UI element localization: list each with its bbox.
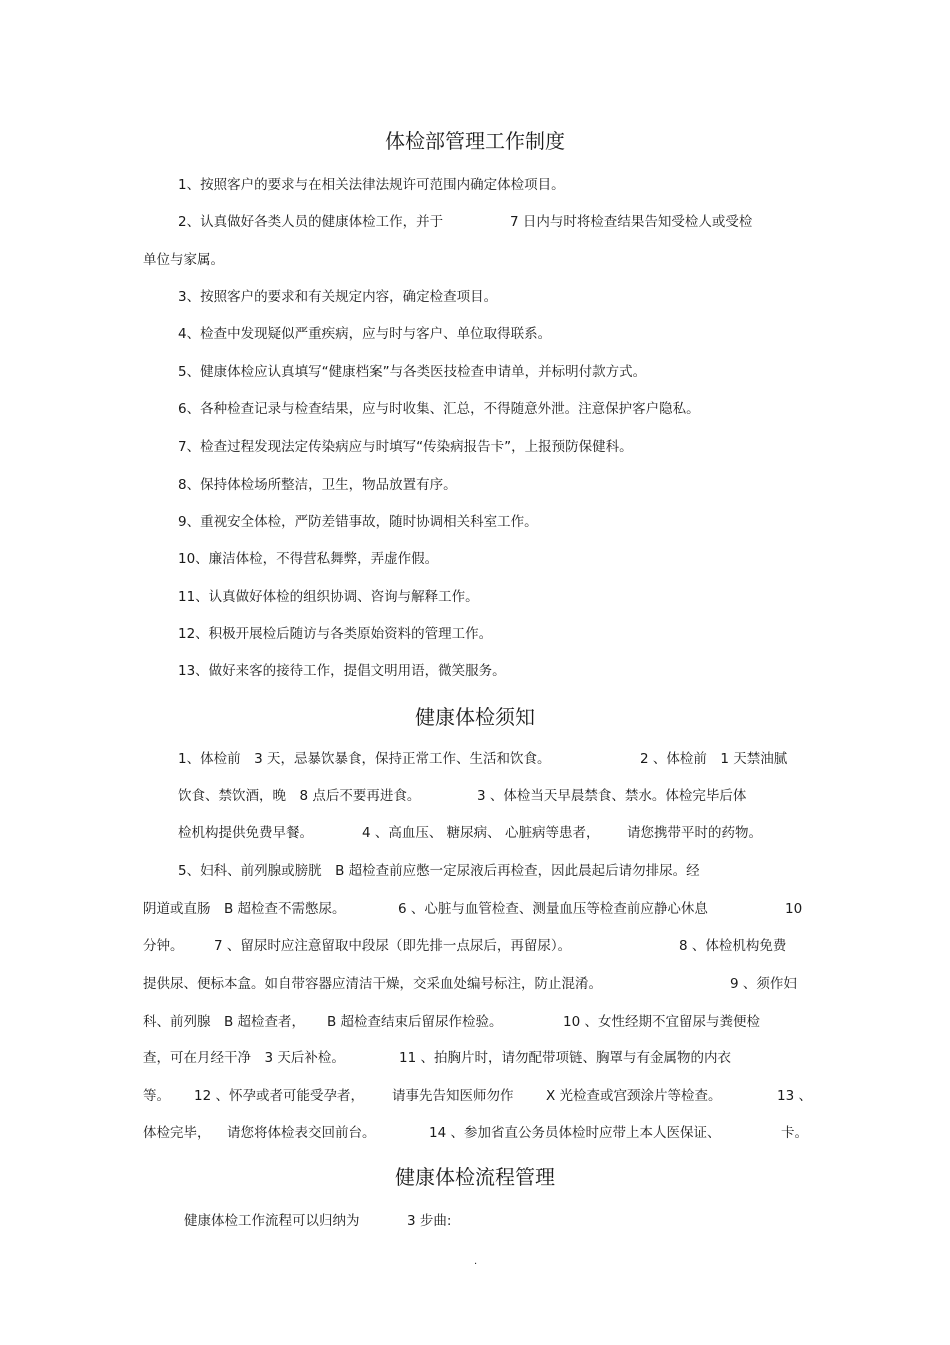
notice-segment: 科、前列腺 B 超检查者，: [143, 1014, 306, 1030]
rule-item-4: 4、检查中发现疑似严重疾病，应与时与客户、单位取得联系。: [178, 326, 552, 342]
section3-title: 健康体检流程管理: [395, 1165, 555, 1189]
notice-segment: 检机构提供免费早餐。: [178, 825, 313, 841]
notice-segment: 6 、心脏与血管检查、测量血压等检查前应静心休息: [398, 901, 708, 917]
rule-item-12: 12、积极开展检后随访与各类原始资料的管理工作。: [178, 626, 493, 642]
rule-item-13: 13、做好来客的接待工作，提倡文明用语，微笑服务。: [178, 663, 506, 679]
notice-segment: X 光检查或宫颈涂片等检查。: [546, 1088, 722, 1104]
notice-segment: 卡。: [781, 1125, 808, 1141]
notice-segment: 7 、留尿时应注意留取中段尿（即先排一点尿后，再留尿）。: [214, 938, 572, 954]
notice-segment: 3 、体检当天早晨禁食、禁水。体检完毕后体: [477, 788, 747, 804]
notice-segment: 10: [785, 901, 803, 917]
notice-segment: 请您携带平时的药物。: [627, 825, 762, 841]
notice-segment: 提供尿、便标本盒。如自带容器应清洁干燥，交采血处编号标注，防止混淆。: [143, 976, 602, 992]
notice-segment: B 超检查结束后留尿作检验。: [327, 1014, 503, 1030]
page-footer-mark: .: [474, 1256, 478, 1267]
notice-segment: 13 、: [777, 1088, 812, 1104]
notice-segment: 11 、拍胸片时，请勿配带项链、胸罩与有金属物的内衣: [399, 1050, 731, 1066]
rule-item-8: 8、保持体检场所整洁，卫生，物品放置有序。: [178, 477, 457, 493]
notice-segment: 12 、怀孕或者可能受孕者，: [194, 1088, 364, 1104]
notice-segment: 请您将体检表交回前台。: [227, 1125, 376, 1141]
flow-intro-text: 健康体检工作流程可以归纳为: [184, 1213, 360, 1229]
notice-segment: 4 、高血压、 糖尿病、 心脏病等患者，: [362, 825, 600, 841]
rule-item-6: 6、各种检查记录与检查结果，应与时收集、汇总，不得随意外泄。注意保护客户隐私。: [178, 401, 700, 417]
rule-item-2-part-b: 7 日内与时将检查结果告知受检人或受检: [510, 214, 753, 230]
rule-item-2-continuation: 单位与家属。: [143, 252, 224, 268]
rule-item-5: 5、健康体检应认真填写“健康档案”与各类医技检查申请单，并标明付款方式。: [178, 364, 647, 380]
section1-title: 体检部管理工作制度: [385, 129, 565, 153]
rule-item-9: 9、重视安全体检，严防差错事故，随时协调相关科室工作。: [178, 514, 538, 530]
notice-segment: 1、体检前 3 天，忌暴饮暴食，保持正常工作、生活和饮食。: [178, 751, 551, 767]
notice-segment: 饮食、禁饮酒，晚 8 点后不要再进食。: [178, 788, 421, 804]
notice-segment: 10 、女性经期不宜留尿与粪便检: [563, 1014, 760, 1030]
rule-item-11: 11、认真做好体检的组织协调、咨询与解释工作。: [178, 589, 479, 605]
notice-segment: 查，可在月经干净 3 天后补检。: [143, 1050, 345, 1066]
notice-segment: 请事先告知医师勿作: [392, 1088, 514, 1104]
notice-segment: 阴道或直肠 B 超检查不需憋尿。: [143, 901, 346, 917]
rule-item-2-part-a: 2、认真做好各类人员的健康体检工作，并于: [178, 214, 444, 230]
rule-item-1: 1、按照客户的要求与在相关法律法规许可范围内确定体检项目。: [178, 177, 565, 193]
notice-segment: 5、妇科、前列腺或膀胱 B 超检查前应憋一定尿液后再检查，因此晨起后请勿排尿。经: [178, 863, 700, 879]
rule-item-7: 7、检查过程发现法定传染病应与时填写“传染病报告卡”，上报预防保健科。: [178, 439, 633, 455]
rule-item-10: 10、廉洁体检，不得营私舞弊，弄虚作假。: [178, 551, 439, 567]
rule-item-3: 3、按照客户的要求和有关规定内容，确定检查项目。: [178, 289, 498, 305]
notice-segment: 分钟。: [143, 938, 184, 954]
notice-segment: 等。: [143, 1088, 170, 1104]
notice-segment: 8 、体检机构免费: [679, 938, 787, 954]
notice-segment: 9 、须作妇: [730, 976, 797, 992]
notice-segment: 体检完毕，: [143, 1125, 211, 1141]
flow-intro-steps: 3 步曲:: [407, 1213, 452, 1229]
notice-segment: 2 、体检前 1 天禁油腻: [640, 751, 788, 767]
notice-segment: 14 、参加省直公务员体检时应带上本人医保证、: [429, 1125, 721, 1141]
section2-title: 健康体检须知: [415, 705, 535, 729]
